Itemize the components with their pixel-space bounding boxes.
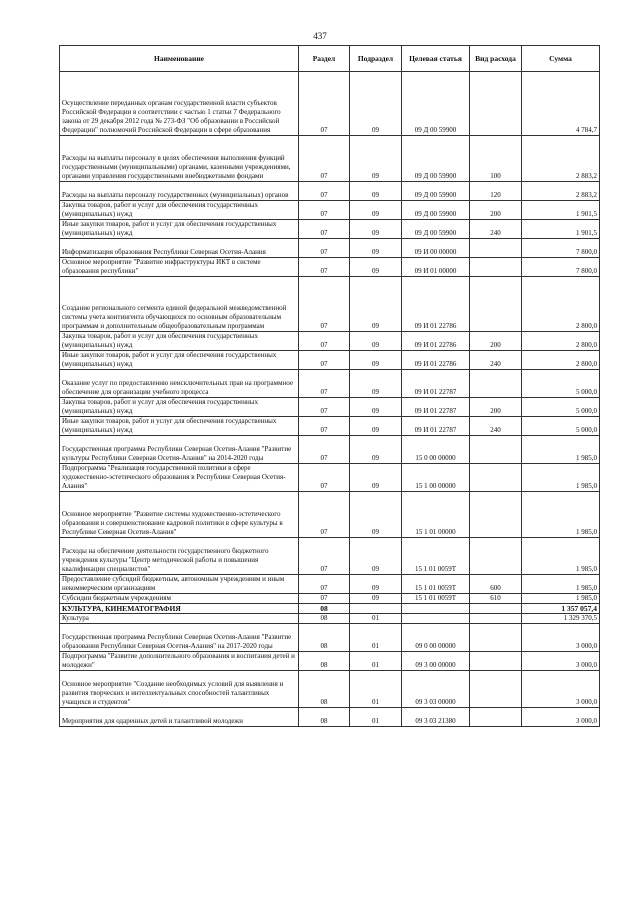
cell-target <box>402 604 470 614</box>
cell-section: 07 <box>299 575 350 594</box>
cell-expense-type <box>470 614 522 624</box>
cell-expense-type <box>470 671 522 708</box>
cell-expense-type: 610 <box>470 594 522 604</box>
cell-sum: 5 000,0 <box>522 398 600 417</box>
table-row <box>60 614 600 624</box>
table-header-row <box>60 46 600 72</box>
table-row <box>60 239 600 258</box>
cell-sum: 3 000,0 <box>522 671 600 708</box>
cell-sum: 1 901,5 <box>522 201 600 220</box>
cell-sum: 1 901,5 <box>522 220 600 239</box>
cell-name: Государственная программа Республики Северная Осетия-Алания "Развитие образования Республики Северная Осетия-Алания" на 2017-2020 годы <box>60 624 299 652</box>
cell-target: 09 3 03 21380 <box>402 708 470 727</box>
cell-section: 07 <box>299 594 350 604</box>
cell-sum: 1 985,0 <box>522 436 600 464</box>
cell-subsection: 09 <box>350 398 402 417</box>
cell-target: 15 1 01 00000 <box>402 492 470 538</box>
cell-sum: 5 000,0 <box>522 370 600 398</box>
cell-subsection: 01 <box>350 652 402 671</box>
cell-name: Расходы на выплаты персоналу в целях обеспечения выполнения функций государственными (муниципальными) органами, казенными учреждениями, органами управления государственными внебюджетными фондами <box>60 136 299 182</box>
cell-expense-type <box>470 436 522 464</box>
cell-name: Закупка товаров, работ и услуг для обеспечения государственных (муниципальных) нужд <box>60 332 299 351</box>
cell-subsection: 09 <box>350 351 402 370</box>
cell-target: 09 И 01 22787 <box>402 370 470 398</box>
cell-expense-type <box>470 604 522 614</box>
cell-expense-type <box>470 258 522 277</box>
cell-name: Расходы на обеспечение деятельности государственного бюджетного учреждения культуры "Центр методической работы и повышения квалификации специалистов" <box>60 538 299 575</box>
cell-target: 09 И 01 22787 <box>402 417 470 436</box>
cell-expense-type: 240 <box>470 220 522 239</box>
cell-section: 07 <box>299 220 350 239</box>
cell-expense-type: 240 <box>470 417 522 436</box>
cell-section: 07 <box>299 136 350 182</box>
cell-subsection: 01 <box>350 671 402 708</box>
cell-sum: 1 985,0 <box>522 594 600 604</box>
cell-sum: 1 985,0 <box>522 575 600 594</box>
cell-section: 07 <box>299 182 350 201</box>
cell-name: Субсидии бюджетным учреждениям <box>60 594 299 604</box>
cell-subsection <box>350 604 402 614</box>
cell-expense-type <box>470 370 522 398</box>
cell-name: Осуществление переданных органам государственной власти субъектов Российской Федерации в соответствии с частью 1 статьи 7 Федерального закона от 29 декабря 2012 года № 273-ФЗ "Об образовании в Российской Федерации" полномочий Российской Федерации в сфере образования <box>60 72 299 136</box>
cell-sum: 1 985,0 <box>522 538 600 575</box>
cell-name: Основное мероприятие "Создание необходимых условий для выявления и развития творческих и интеллектуальных способностей талантливых учащихся и студентов" <box>60 671 299 708</box>
cell-target <box>402 614 470 624</box>
cell-target: 09 Д 00 59900 <box>402 72 470 136</box>
cell-subsection: 09 <box>350 370 402 398</box>
cell-name: Подпрограмма "Реализация государственной политики в сфере художественно-эстетического образования в Республике Северная Осетия-Алания" <box>60 464 299 492</box>
cell-sum: 3 000,0 <box>522 624 600 652</box>
cell-name: Создание регионального сегмента единой федеральной межведомственной системы учета контингента обучающихся по основным образовательным программам и дополнительным общеобразовательным программам <box>60 277 299 332</box>
cell-subsection: 09 <box>350 464 402 492</box>
cell-section: 07 <box>299 332 350 351</box>
cell-expense-type <box>470 239 522 258</box>
table-row <box>60 708 600 727</box>
table-row <box>60 136 600 182</box>
cell-sum: 1 985,0 <box>522 464 600 492</box>
cell-sum: 5 000,0 <box>522 417 600 436</box>
cell-name: Предоставление субсидий бюджетным, автономным учреждениям и иным некоммерческим организациям <box>60 575 299 594</box>
table-row <box>60 201 600 220</box>
cell-subsection: 01 <box>350 708 402 727</box>
cell-section: 08 <box>299 624 350 652</box>
cell-expense-type: 200 <box>470 332 522 351</box>
cell-target: 09 И 01 22786 <box>402 351 470 370</box>
table-row <box>60 464 600 492</box>
cell-sum: 2 883,2 <box>522 182 600 201</box>
table-row <box>60 220 600 239</box>
cell-expense-type <box>470 538 522 575</box>
cell-target: 09 И 01 22786 <box>402 332 470 351</box>
cell-sum: 3 000,0 <box>522 652 600 671</box>
cell-name: Государственная программа Республики Северная Осетия-Алания "Развитие культуры Республики Северная Осетия-Алания" на 2014-2020 годы <box>60 436 299 464</box>
cell-subsection: 09 <box>350 201 402 220</box>
cell-subsection: 09 <box>350 136 402 182</box>
cell-sum: 2 883,2 <box>522 136 600 182</box>
cell-section: 07 <box>299 436 350 464</box>
cell-subsection: 09 <box>350 332 402 351</box>
cell-target: 15 1 00 00000 <box>402 464 470 492</box>
cell-target: 15 1 01 0059Т <box>402 594 470 604</box>
table-row <box>60 258 600 277</box>
cell-sum: 1 357 057,4 <box>522 604 600 614</box>
cell-section: 07 <box>299 239 350 258</box>
cell-sum: 3 000,0 <box>522 708 600 727</box>
cell-sum: 2 800,0 <box>522 351 600 370</box>
cell-expense-type <box>470 72 522 136</box>
table-row <box>60 436 600 464</box>
cell-target: 09 3 03 00000 <box>402 671 470 708</box>
cell-target: 15 0 00 00000 <box>402 436 470 464</box>
cell-expense-type: 100 <box>470 136 522 182</box>
page-number: 437 <box>313 31 327 41</box>
cell-subsection: 01 <box>350 614 402 624</box>
cell-subsection: 09 <box>350 492 402 538</box>
cell-target: 09 0 00 00000 <box>402 624 470 652</box>
cell-section: 07 <box>299 258 350 277</box>
cell-subsection: 09 <box>350 258 402 277</box>
cell-target: 09 Д 00 59900 <box>402 201 470 220</box>
cell-subsection: 09 <box>350 538 402 575</box>
cell-target: 09 Д 00 59900 <box>402 182 470 201</box>
cell-name: КУЛЬТУРА, КИНЕМАТОГРАФИЯ <box>60 604 299 614</box>
table-row <box>60 398 600 417</box>
cell-sum: 7 800,0 <box>522 239 600 258</box>
cell-section: 07 <box>299 417 350 436</box>
cell-target: 09 3 00 00000 <box>402 652 470 671</box>
header-section: Раздел <box>299 46 350 72</box>
table-row <box>60 417 600 436</box>
cell-sum: 4 784,7 <box>522 72 600 136</box>
cell-subsection: 09 <box>350 277 402 332</box>
cell-target: 09 Д 00 59900 <box>402 136 470 182</box>
cell-section: 08 <box>299 614 350 624</box>
cell-name: Расходы на выплаты персоналу государственных (муниципальных) органов <box>60 182 299 201</box>
cell-subsection: 09 <box>350 594 402 604</box>
cell-sum: 1 329 370,5 <box>522 614 600 624</box>
cell-expense-type: 200 <box>470 201 522 220</box>
table-row <box>60 72 600 136</box>
cell-expense-type <box>470 652 522 671</box>
cell-section: 07 <box>299 201 350 220</box>
cell-section: 07 <box>299 492 350 538</box>
cell-expense-type: 600 <box>470 575 522 594</box>
cell-expense-type <box>470 708 522 727</box>
table-row <box>60 351 600 370</box>
cell-section: 08 <box>299 671 350 708</box>
cell-target: 09 И 01 22786 <box>402 277 470 332</box>
cell-name: Информатизация образования Республики Северная Осетия-Алания <box>60 239 299 258</box>
cell-name: Оказание услуг по предоставлению неисключительных прав на программное обеспечение для организации учебного процесса <box>60 370 299 398</box>
cell-section: 07 <box>299 72 350 136</box>
cell-subsection: 09 <box>350 436 402 464</box>
table-row <box>60 594 600 604</box>
table-row <box>60 538 600 575</box>
cell-expense-type: 240 <box>470 351 522 370</box>
cell-section: 07 <box>299 277 350 332</box>
cell-expense-type <box>470 277 522 332</box>
cell-subsection: 09 <box>350 72 402 136</box>
cell-expense-type: 120 <box>470 182 522 201</box>
cell-subsection: 09 <box>350 417 402 436</box>
cell-sum: 2 800,0 <box>522 332 600 351</box>
cell-target: 09 И 01 22787 <box>402 398 470 417</box>
cell-section: 08 <box>299 708 350 727</box>
cell-target: 09 И 00 00000 <box>402 239 470 258</box>
cell-expense-type <box>470 624 522 652</box>
cell-subsection: 09 <box>350 239 402 258</box>
cell-sum: 1 985,0 <box>522 492 600 538</box>
cell-target: 15 1 01 0059Т <box>402 538 470 575</box>
header-name: Наименование <box>60 46 299 72</box>
cell-subsection: 09 <box>350 220 402 239</box>
cell-name: Иные закупки товаров, работ и услуг для обеспечения государственных (муниципальных) нужд <box>60 351 299 370</box>
table-row <box>60 277 600 332</box>
header-sum: Сумма <box>522 46 600 72</box>
cell-section: 08 <box>299 604 350 614</box>
table-row <box>60 492 600 538</box>
cell-name: Культура <box>60 614 299 624</box>
cell-name: Основное мероприятие "Развитие инфраструктуры ИКТ в системе образования республики" <box>60 258 299 277</box>
header-expense-type: Вид расхода <box>470 46 522 72</box>
budget-table <box>59 45 600 727</box>
cell-target: 15 1 01 0059Т <box>402 575 470 594</box>
table-row <box>60 604 600 614</box>
table-row <box>60 575 600 594</box>
table-row <box>60 652 600 671</box>
header-target: Целевая статья <box>402 46 470 72</box>
cell-subsection: 01 <box>350 624 402 652</box>
table-row <box>60 370 600 398</box>
cell-expense-type <box>470 492 522 538</box>
table-row <box>60 182 600 201</box>
cell-name: Мероприятия для одаренных детей и талантливой молодежи <box>60 708 299 727</box>
cell-name: Иные закупки товаров, работ и услуг для обеспечения государственных (муниципальных) нужд <box>60 417 299 436</box>
cell-expense-type <box>470 464 522 492</box>
cell-section: 07 <box>299 538 350 575</box>
cell-name: Подпрограмма "Развитие дополнительного образования и воспитания детей и молодежи" <box>60 652 299 671</box>
cell-section: 07 <box>299 398 350 417</box>
cell-sum: 2 800,0 <box>522 277 600 332</box>
table-row <box>60 624 600 652</box>
cell-expense-type: 200 <box>470 398 522 417</box>
cell-name: Основное мероприятие "Развитие системы художественно-эстетического образования и совершенствование кадровой политики в сфере культуры в Республике Северная Осетия-Алания" <box>60 492 299 538</box>
cell-subsection: 09 <box>350 575 402 594</box>
cell-target: 09 Д 00 59900 <box>402 220 470 239</box>
cell-subsection: 09 <box>350 182 402 201</box>
cell-name: Закупка товаров, работ и услуг для обеспечения государственных (муниципальных) нужд <box>60 398 299 417</box>
table-row <box>60 671 600 708</box>
cell-section: 08 <box>299 652 350 671</box>
cell-name: Закупка товаров, работ и услуг для обеспечения государственных (муниципальных) нужд <box>60 201 299 220</box>
cell-section: 07 <box>299 464 350 492</box>
cell-name: Иные закупки товаров, работ и услуг для обеспечения государственных (муниципальных) нужд <box>60 220 299 239</box>
cell-section: 07 <box>299 370 350 398</box>
cell-sum: 7 800,0 <box>522 258 600 277</box>
cell-target: 09 И 01 00000 <box>402 258 470 277</box>
table-row <box>60 332 600 351</box>
header-subsection: Подраздел <box>350 46 402 72</box>
cell-section: 07 <box>299 351 350 370</box>
